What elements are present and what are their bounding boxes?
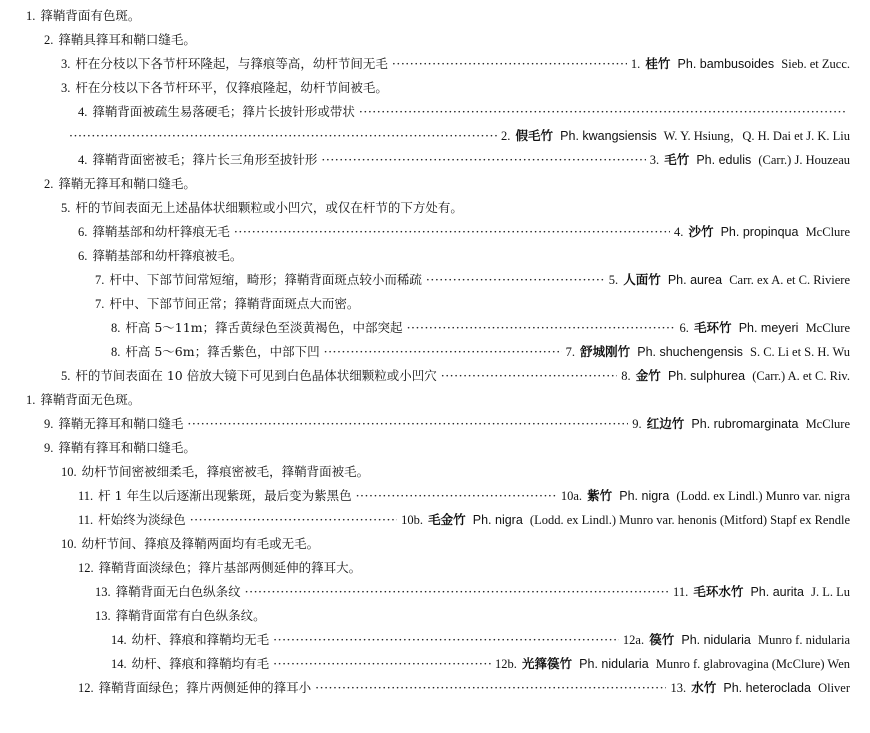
leader-dots	[356, 488, 557, 503]
species-authority: (Lodd. ex Lindl.) Munro var. henonis (Mitford) Stapf ex Rendle	[529, 513, 850, 527]
species-chinese-name: 紫竹	[587, 488, 613, 503]
key-line	[0, 606, 850, 630]
species-result	[670, 678, 850, 696]
species-result	[623, 630, 850, 648]
leader-dots	[407, 320, 676, 335]
leader-dots	[190, 512, 397, 527]
key-line	[0, 198, 850, 222]
species-latin-name: Ph. kwangsiensis	[560, 129, 657, 143]
species-authority: (Lodd. ex Lindl.) Munro var. nigra	[676, 489, 850, 503]
species-chinese-name: 舒城刚竹	[580, 344, 631, 359]
key-line	[0, 270, 850, 294]
key-line	[0, 582, 850, 606]
species-number: 9.	[632, 417, 642, 431]
key-text: 杆的节间表面无上述晶体状细颗粒或小凹穴，或仅在杆节的下方处有。	[75, 200, 463, 215]
key-line	[0, 438, 850, 462]
key-text: 箨鞘背面有色斑。	[40, 8, 141, 23]
species-authority: Carr. ex A. et C. Riviere	[729, 273, 850, 287]
key-text: 杆始终为淡绿色	[98, 512, 186, 527]
key-line	[0, 558, 850, 582]
key-line	[0, 654, 850, 678]
key-text: 幼杆、箨痕和箨鞘均无毛	[131, 632, 270, 647]
key-line	[0, 486, 850, 510]
key-number: 11.	[78, 489, 94, 503]
key-text: 箨鞘背面常有白色纵条纹。	[115, 608, 266, 623]
key-line	[0, 630, 850, 654]
species-number: 3.	[649, 153, 660, 167]
key-text: 杆高 5～6m；箨舌紫色，中部下凹	[125, 344, 320, 359]
species-authority: Oliver	[818, 681, 850, 695]
species-latin-name: Ph. nidularia	[681, 633, 751, 647]
key-number: 14.	[111, 633, 127, 647]
species-chinese-name: 假毛竹	[515, 128, 554, 143]
key-line	[0, 246, 850, 270]
key-line	[0, 462, 850, 486]
leader-dots	[187, 416, 628, 431]
key-number: 1.	[26, 9, 36, 23]
leader-dots	[245, 584, 669, 599]
key-line	[0, 54, 850, 78]
leader-dots	[392, 56, 627, 71]
species-number: 1.	[630, 57, 641, 71]
species-authority: McClure	[805, 417, 850, 431]
key-line	[0, 390, 850, 414]
species-chinese-name: 毛金竹	[428, 512, 466, 527]
key-text: 箨鞘背面无白色纵条纹	[115, 584, 241, 599]
key-text: 箨鞘具箨耳和鞘口缝毛。	[58, 32, 196, 47]
species-chinese-name: 篌竹	[649, 632, 675, 647]
species-result	[674, 222, 850, 240]
species-result	[495, 654, 850, 672]
key-line	[0, 294, 850, 318]
key-number: 10.	[61, 537, 77, 551]
leader-dots	[234, 224, 670, 239]
key-text: 幼杆、箨痕和箨鞘均有毛	[131, 656, 270, 671]
species-result	[631, 54, 850, 72]
key-text: 箨鞘有箨耳和鞘口缝毛。	[58, 440, 196, 455]
key-text: 杆在分枝以下各节杆环隆起，与箨痕等高，幼杆节间无毛	[75, 56, 388, 71]
species-number: 13.	[670, 681, 687, 695]
species-number: 11.	[673, 585, 689, 599]
key-line	[0, 414, 850, 438]
key-line	[0, 174, 850, 198]
key-number: 6.	[78, 249, 88, 263]
key-text: 箨鞘背面无色斑。	[40, 392, 141, 407]
key-text: 杆高 5～11m；箨舌黄绿色至淡黄褐色，中部突起	[125, 320, 403, 335]
species-number: 8.	[621, 369, 631, 383]
key-number: 13.	[95, 585, 111, 599]
species-number: 6.	[679, 321, 689, 335]
species-result	[566, 342, 850, 360]
leader-dots	[359, 104, 846, 119]
species-latin-name: Ph. nidularia	[579, 657, 649, 671]
key-text: 箨鞘背面被疏生易落硬毛；箨片长披针形或带状	[92, 104, 355, 119]
species-latin-name: Ph. bambusoides	[677, 57, 775, 71]
key-number: 7.	[95, 273, 105, 287]
species-authority: Sieb. et Zucc.	[781, 57, 850, 71]
key-number: 8.	[111, 321, 121, 335]
key-number: 7.	[95, 297, 105, 311]
species-authority: McClure	[805, 225, 850, 239]
leader-dots	[321, 152, 645, 167]
key-text: 箨鞘基部和幼杆箨痕无毛	[92, 224, 230, 239]
species-result	[632, 414, 850, 432]
key-text: 幼杆节间、箨痕及箨鞘两面均有毛或无毛。	[81, 536, 320, 551]
key-line	[0, 222, 850, 246]
leader-dots	[324, 344, 562, 359]
leader-dots	[426, 272, 605, 287]
species-chinese-name: 毛环竹	[694, 320, 732, 335]
species-result	[401, 510, 850, 528]
species-chinese-name: 毛竹	[664, 152, 690, 167]
species-chinese-name: 桂竹	[645, 56, 671, 71]
species-latin-name: Ph. aurea	[667, 273, 723, 287]
key-number: 3.	[61, 57, 71, 71]
key-line	[0, 6, 850, 30]
key-line	[0, 366, 850, 390]
species-chinese-name: 光箨篌竹	[522, 656, 573, 671]
key-text: 杆的节间表面在 10 倍放大镜下可见到白色晶体状细颗粒或小凹穴	[75, 368, 437, 383]
key-number: 12.	[78, 681, 94, 695]
species-number: 2.	[501, 129, 511, 143]
species-authority: McClure	[805, 321, 850, 335]
species-result	[650, 150, 850, 168]
key-number: 1.	[26, 393, 36, 407]
species-chinese-name: 金竹	[635, 368, 661, 383]
leader-dots	[69, 128, 497, 143]
key-number: 5.	[61, 369, 71, 383]
key-line	[0, 678, 850, 702]
key-text: 杆中、下部节间常短缩，畸形；箨鞘背面斑点较小而稀疏	[109, 272, 422, 287]
key-line	[0, 78, 850, 102]
species-authority: W. Y. Hsiung，Q. H. Dai et J. K. Liu	[663, 129, 850, 143]
key-number: 11.	[78, 513, 94, 527]
key-text: 箨鞘无箨耳和鞘口缝毛。	[58, 176, 196, 191]
species-chinese-name: 红边竹	[646, 416, 685, 431]
species-chinese-name: 沙竹	[688, 224, 714, 239]
key-number: 14.	[111, 657, 127, 671]
species-number: 10a.	[560, 489, 582, 503]
species-number: 4.	[673, 225, 684, 239]
leader-dots	[273, 656, 491, 671]
key-text: 幼杆节间密被细柔毛，箨痕密被毛，箨鞘背面被毛。	[81, 464, 370, 479]
key-text: 杆在分枝以下各节杆环平，仅箨痕隆起，幼杆节间被毛。	[75, 80, 388, 95]
species-result	[561, 486, 850, 504]
species-chinese-name: 毛环水竹	[693, 584, 744, 599]
species-latin-name: Ph. meyeri	[738, 321, 799, 335]
species-latin-name: Ph. shuchengensis	[637, 345, 743, 359]
species-latin-name: Ph. sulphurea	[667, 369, 746, 383]
species-latin-name: Ph. heteroclada	[723, 681, 811, 695]
species-authority: Munro f. nidularia	[758, 633, 850, 647]
leader-dots	[441, 368, 618, 383]
species-authority: J. L. Lu	[811, 585, 850, 599]
key-line	[0, 102, 850, 126]
key-number: 2.	[44, 177, 54, 191]
key-line	[0, 342, 850, 366]
species-authority: Munro f. glabrovagina (McClure) Wen	[655, 657, 850, 671]
species-number: 7.	[565, 345, 575, 359]
key-number: 10.	[61, 465, 77, 479]
species-chinese-name: 人面竹	[623, 272, 661, 287]
key-number: 12.	[78, 561, 94, 575]
species-authority: (Carr.) A. et C. Riv.	[752, 369, 850, 383]
key-line	[0, 126, 850, 150]
key-number: 4.	[78, 105, 88, 119]
key-line	[0, 30, 850, 54]
key-text: 杆 1 年生以后逐渐出现紫斑，最后变为紫黑色	[98, 488, 352, 503]
species-result	[609, 270, 850, 288]
species-number: 10b.	[401, 513, 423, 527]
key-text: 箨鞘背面淡绿色；箨片基部两侧延伸的箨耳大。	[98, 560, 362, 575]
species-latin-name: Ph. propinqua	[720, 225, 799, 239]
species-latin-name: Ph. nigra	[619, 489, 670, 503]
species-latin-name: Ph. nigra	[472, 513, 523, 527]
species-chinese-name: 水竹	[691, 680, 717, 695]
species-result	[621, 366, 850, 384]
species-result	[673, 582, 850, 600]
key-text: 箨鞘背面密被毛；箨片长三角形至披针形	[92, 152, 318, 167]
key-text: 箨鞘背面绿色；箨片两侧延伸的箨耳小	[98, 680, 312, 695]
key-number: 5.	[61, 201, 71, 215]
key-number: 13.	[95, 609, 111, 623]
key-number: 8.	[111, 345, 121, 359]
species-number: 12b.	[495, 657, 517, 671]
key-text: 杆中、下部节间正常；箨鞘背面斑点大而密。	[109, 296, 360, 311]
species-authority: (Carr.) J. Houzeau	[758, 153, 850, 167]
key-number: 2.	[44, 33, 54, 47]
key-line	[0, 534, 850, 558]
species-number: 12a.	[622, 633, 645, 647]
key-line	[0, 150, 850, 174]
key-text: 箨鞘无箨耳和鞘口缝毛	[58, 416, 184, 431]
key-number: 9.	[44, 417, 54, 431]
leader-dots	[315, 680, 666, 695]
species-latin-name: Ph. rubromarginata	[691, 417, 799, 431]
key-text: 箨鞘基部和幼杆箨痕被毛。	[92, 248, 243, 263]
species-latin-name: Ph. edulis	[696, 153, 752, 167]
leader-dots	[273, 632, 619, 647]
species-authority: S. C. Li et S. H. Wu	[750, 345, 850, 359]
species-result	[680, 318, 850, 336]
species-latin-name: Ph. aurita	[750, 585, 804, 599]
key-number: 9.	[44, 441, 54, 455]
key-number: 3.	[61, 81, 71, 95]
key-line	[0, 318, 850, 342]
key-line	[0, 510, 850, 534]
key-number: 6.	[78, 225, 88, 239]
key-number: 4.	[78, 153, 88, 167]
species-number: 5.	[608, 273, 619, 287]
species-result	[501, 126, 850, 144]
